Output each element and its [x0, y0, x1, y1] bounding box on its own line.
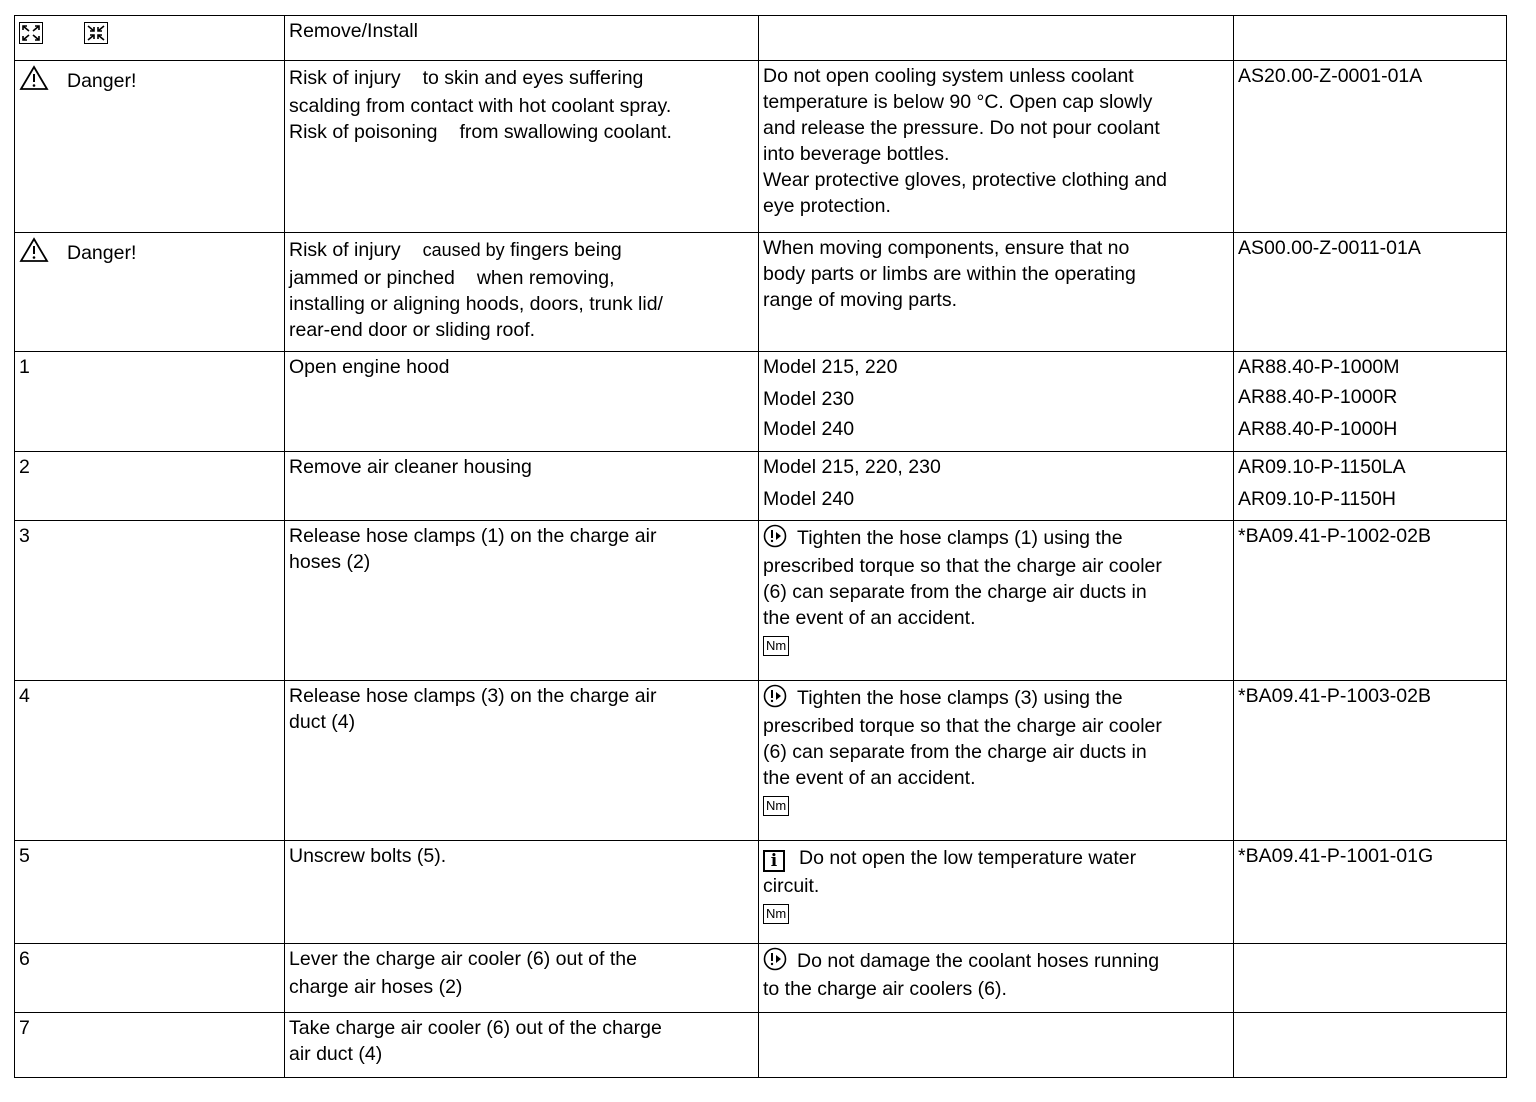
header-title: Remove/Install: [285, 16, 759, 61]
danger-2-measures: When moving components, ensure that no body parts or limbs are within the operating range of moving parts.: [759, 233, 1234, 352]
danger-label: Danger!: [67, 242, 137, 264]
caution-circle-icon: [763, 947, 787, 971]
caution-circle-icon: [763, 684, 787, 708]
torque-nm-icon[interactable]: Nm: [763, 636, 789, 656]
step-note-empty: [759, 1013, 1234, 1078]
step-number: 2: [15, 452, 285, 521]
danger-1-ref[interactable]: AS20.00-Z-0001-01A: [1234, 61, 1507, 233]
danger-2-ref[interactable]: AS00.00-Z-0011-01A: [1234, 233, 1507, 352]
step-action: Unscrew bolts (5).: [285, 841, 759, 944]
step-ref[interactable]: *BA09.41-P-1003-02B: [1234, 681, 1507, 841]
step-action: Release hose clamps (1) on the charge air hoses (2): [285, 521, 759, 681]
header-icons-cell: [15, 16, 285, 61]
step-refs: [1234, 352, 1507, 452]
step-ref-empty: [1234, 944, 1507, 1013]
step-action: Take charge air cooler (6) out of the charge air duct (4): [285, 1013, 759, 1078]
header-row: [15, 16, 1507, 61]
step-number: 7: [15, 1013, 285, 1078]
info-icon: i: [763, 850, 785, 872]
step-row-7: [15, 1013, 1507, 1078]
step-models: Model 215, 220, 230 Model 240: [759, 452, 1234, 521]
step-ref[interactable]: *BA09.41-P-1002-02B: [1234, 521, 1507, 681]
step-note: Tighten the hose clamps (3) using the prescribed torque so that the charge air cooler (6) can separate from the charge air ducts in the event of an accident. Nm: [759, 681, 1234, 841]
header-empty-3: [759, 16, 1234, 61]
step-row-1: [15, 352, 1507, 452]
step-models: Model 215, 220 Model 230 Model 240: [759, 352, 1234, 452]
step-action: Release hose clamps (3) on the charge air duct (4): [285, 681, 759, 841]
step-action: Remove air cleaner housing: [285, 452, 759, 521]
step-number: 6: [15, 944, 285, 1013]
torque-nm-icon[interactable]: Nm: [763, 904, 789, 924]
step-number: 1: [15, 352, 285, 452]
danger-1-measures: Do not open cooling system unless coolant temperature is below 90 °C. Open cap slowly and release the pressure. Do not pour coolant into beverage bottles. Wear protective gloves, protective clothing and eye protection.: [759, 61, 1234, 233]
torque-nm-icon[interactable]: Nm: [763, 796, 789, 816]
step-row-6: [15, 944, 1507, 1013]
ref-link[interactable]: AR09.10-P-1150H: [1238, 488, 1396, 510]
danger-label: Danger!: [67, 70, 137, 92]
step-number: 5: [15, 841, 285, 944]
warning-triangle-icon: [19, 65, 49, 91]
warning-triangle-icon: [19, 237, 49, 263]
danger-row-1: [15, 61, 1507, 233]
step-row-3: [15, 521, 1507, 681]
ref-link[interactable]: AR88.40-P-1000M: [1238, 356, 1400, 378]
step-row-2: [15, 452, 1507, 521]
step-note: i Do not open the low temperature water circuit. Nm: [759, 841, 1234, 944]
step-action: Lever the charge air cooler (6) out of the charge air hoses (2): [285, 944, 759, 1013]
procedure-table: [14, 15, 1507, 1078]
step-action: Open engine hood: [285, 352, 759, 452]
expand-icon[interactable]: [19, 22, 43, 44]
collapse-icon[interactable]: [84, 22, 108, 44]
ref-link[interactable]: AR88.40-P-1000H: [1238, 418, 1398, 440]
step-row-5: [15, 841, 1507, 944]
step-row-4: [15, 681, 1507, 841]
ref-link[interactable]: AR88.40-P-1000R: [1238, 386, 1398, 408]
caution-circle-icon: [763, 524, 787, 548]
step-note: Do not damage the coolant hoses running to the charge air coolers (6).: [759, 944, 1234, 1013]
danger-1-risk: Risk of injury to skin and eyes suffering scalding from contact with hot coolant spray. Risk of poisoning from swallowing coolant.: [285, 61, 759, 233]
header-empty-4: [1234, 16, 1507, 61]
step-ref[interactable]: *BA09.41-P-1001-01G: [1234, 841, 1507, 944]
step-number: 3: [15, 521, 285, 681]
step-note: Tighten the hose clamps (1) using the prescribed torque so that the charge air cooler (6) can separate from the charge air ducts in the event of an accident. Nm: [759, 521, 1234, 681]
step-number: 4: [15, 681, 285, 841]
step-ref-empty: [1234, 1013, 1507, 1078]
step-refs: [1234, 452, 1507, 521]
danger-row-2: [15, 233, 1507, 352]
danger-2-risk: Risk of injury caused by fingers being jammed or pinched when removing, installing or aligning hoods, doors, trunk lid/ rear-end door or sliding roof.: [285, 233, 759, 352]
ref-link[interactable]: AR09.10-P-1150LA: [1238, 456, 1406, 478]
